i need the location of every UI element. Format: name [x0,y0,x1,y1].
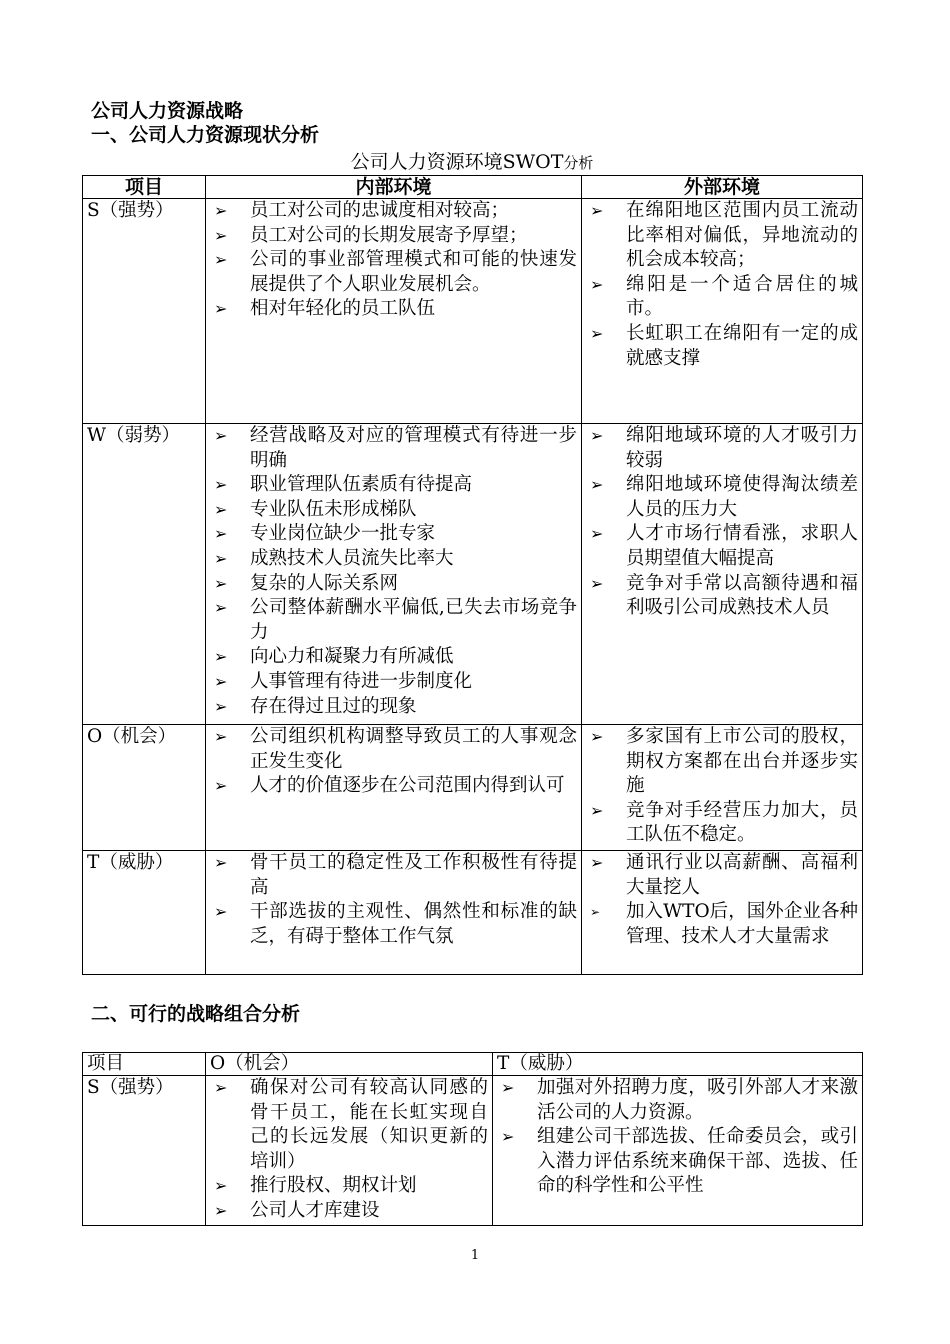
list-item [210,224,577,249]
list-item [210,547,577,572]
list-item-text: 多家国有上市公司的股权，期权方案都在出台并逐步实施 [626,726,858,797]
swot-row-threats [83,851,863,975]
strategy-row-strengths [83,1076,863,1226]
internal-list [210,424,577,719]
internal-list [210,199,577,322]
arrow-bullet-icon: ➢ [214,647,228,667]
swot-row-opportunities [83,725,863,851]
internal-cell [206,424,582,725]
list-item [586,473,858,522]
list-item-text: 干部选拔的主观性、偶然性和标准的缺乏，有碍于整体工作气氛 [250,901,577,947]
external-list [586,725,858,848]
list-item-text: 专业岗位缺少一批专家 [250,523,436,545]
table1-caption-main: 公司人力资源环境SWOT [350,151,564,173]
table1-caption-small: 分析 [563,154,594,172]
list-item [210,297,577,322]
row-label: S（强势） [83,1076,206,1226]
internal-cell [206,851,582,975]
list-item [497,1125,858,1199]
internal-cell [206,199,582,424]
strategy-header-item: 项目 [83,1053,206,1076]
arrow-bullet-icon: ➢ [590,201,604,220]
list-item [586,273,858,322]
external-cell [582,424,863,725]
internal-cell [206,725,582,851]
list-item [210,1076,488,1174]
arrow-bullet-icon: ➢ [501,1127,515,1147]
list-item [210,725,577,774]
list-item-text: 确保对公司有较高认同感的骨干员工，能在长虹实现自己的长远发展（知识更新的培训） [250,1077,488,1172]
list-item-text: 公司整体薪酬水平偏低,已失去市场竞争力 [250,597,577,643]
list-item-text: 骨干员工的稳定性及工作积极性有待提高 [250,852,577,898]
arrow-bullet-icon: ➢ [214,548,228,568]
external-cell [582,725,863,851]
list-item-text: 推行股权、期权计划 [250,1175,417,1197]
list-item-text: 职业管理队伍素质有待提高 [250,474,473,496]
arrow-bullet-icon: ➢ [214,524,228,544]
strategy-header-row [83,1053,863,1076]
swot-header-internal: 内部环境 [206,176,582,199]
list-item-text: 通讯行业以高薪酬、高福利大量挖人 [626,852,858,898]
list-item-text: 人才市场行情看涨，求职人员期望值大幅提高 [626,523,858,569]
list-item-text: 公司人才库建设 [250,1199,380,1221]
arrow-bullet-icon: ➢ [590,524,604,544]
strategy-header-opportunity: O（机会） [206,1053,493,1076]
external-list [586,199,858,371]
arrow-bullet-icon: ➢ [214,1200,228,1220]
list-item [210,498,577,523]
strategy-table [82,1052,863,1226]
list-item [210,851,577,900]
list-item [210,572,577,597]
list-item [586,199,858,273]
row-label: T（威胁） [83,851,206,975]
strategy-header-threat: T（威胁） [493,1053,863,1076]
list-item-text: 人才的价值逐步在公司范围内得到认可 [250,775,565,797]
arrow-bullet-icon: ➢ [501,1078,515,1097]
swot-row-weaknesses [83,424,863,725]
section-heading-2: 二、可行的战略组合分析 [91,1003,301,1025]
list-item-text: 绵阳是一个适合居住的城市。 [626,273,858,320]
arrow-bullet-icon: ➢ [214,573,228,593]
arrow-bullet-icon: ➢ [214,1078,228,1097]
arrow-bullet-icon: ➢ [590,426,604,445]
list-item [210,522,577,547]
document-title: 公司人力资源战略 [91,100,244,122]
list-item-text: 专业队伍未形成梯队 [250,498,417,520]
list-item-text: 竞争对手经营压力加大，员工队伍不稳定。 [626,799,858,846]
list-item-text: 员工对公司的长期发展寄予厚望； [250,224,528,246]
arrow-bullet-icon: ➢ [214,671,228,691]
swot-table [82,175,863,975]
list-item [586,522,858,571]
list-item-text: 绵阳地域环境的人才吸引力较弱 [626,425,858,471]
list-item [210,248,577,297]
external-cell [582,851,863,975]
internal-list [210,725,577,799]
list-item-text: 在绵阳地区范围内员工流动比率相对偏低，异地流动的机会成本较高； [626,200,858,271]
external-cell [582,199,863,424]
list-item [586,900,858,949]
arrow-bullet-icon: ➢ [214,225,228,245]
external-list [586,851,858,949]
list-item [586,572,858,621]
list-item-text: 长虹职工在绵阳有一定的成就感支撑 [626,322,858,369]
arrow-bullet-icon: ➢ [214,475,228,495]
swot-header-item: 项目 [83,176,206,199]
threat-cell [493,1076,863,1226]
opportunity-cell [206,1076,493,1226]
list-item-text: 竞争对手常以高额待遇和福利吸引公司成熟技术人员 [626,572,858,619]
threat-list [497,1076,858,1199]
list-item-text: 加入WTO后，国外企业各种管理、技术人才大量需求 [626,901,858,947]
list-item [210,596,577,645]
list-item-text: 复杂的人际关系网 [250,572,399,594]
list-item [210,424,577,473]
list-item [210,1199,488,1224]
list-item-text: 公司组织机构调整导致员工的人事观念正发生变化 [250,726,577,772]
list-item-text: 加强对外招聘力度，吸引外部人才来激活公司的人力资源。 [537,1077,858,1123]
arrow-bullet-icon: ➢ [590,905,601,920]
list-item [210,670,577,695]
arrow-bullet-icon: ➢ [214,201,228,220]
list-item-text: 公司的事业部管理模式和可能的快速发展提供了个人职业发展机会。 [250,249,577,295]
arrow-bullet-icon: ➢ [214,902,228,922]
list-item [586,725,858,799]
list-item [210,199,577,224]
row-label: S（强势） [83,199,206,424]
list-item-text: 成熟技术人员流失比率大 [250,547,454,569]
arrow-bullet-icon: ➢ [214,1176,228,1196]
list-item [210,473,577,498]
arrow-bullet-icon: ➢ [590,727,604,746]
arrow-bullet-icon: ➢ [214,598,228,618]
list-item [586,424,858,473]
list-item [210,774,577,799]
page-number: 1 [470,1248,480,1263]
list-item [586,851,858,900]
arrow-bullet-icon: ➢ [590,323,604,343]
arrow-bullet-icon: ➢ [214,853,228,872]
swot-header-external: 外部环境 [582,176,863,199]
arrow-bullet-icon: ➢ [590,475,604,495]
list-item-text: 组建公司干部选拔、任命委员会，或引入潜力评估系统来确保干部、选拔、任命的科学性和公平性 [537,1126,858,1197]
list-item [497,1076,858,1125]
list-item [210,645,577,670]
arrow-bullet-icon: ➢ [590,573,604,593]
row-label: O（机会） [83,725,206,851]
arrow-bullet-icon: ➢ [214,299,228,319]
arrow-bullet-icon: ➢ [590,853,604,872]
row-label: W（弱势） [83,424,206,725]
list-item-text: 存在得过且过的现象 [250,695,417,717]
swot-header-row [83,176,863,199]
list-item-text: 绵阳地域环境使得淘汰绩差人员的压力大 [626,474,858,520]
list-item [210,1174,488,1199]
opportunity-list [210,1076,488,1224]
arrow-bullet-icon: ➢ [214,727,228,746]
list-item-text: 向心力和凝聚力有所减低 [250,646,454,668]
arrow-bullet-icon: ➢ [590,274,604,294]
list-item [586,799,858,848]
section-heading-1: 一、公司人力资源现状分析 [91,124,320,146]
list-item [586,322,858,371]
table1-caption [82,151,862,174]
list-item-text: 经营战略及对应的管理模式有待进一步明确 [250,425,577,471]
arrow-bullet-icon: ➢ [214,696,228,716]
arrow-bullet-icon: ➢ [214,776,228,796]
list-item-text: 相对年轻化的员工队伍 [250,298,436,320]
list-item-text: 人事管理有待进一步制度化 [250,670,473,692]
swot-row-strengths [83,199,863,424]
internal-list [210,851,577,949]
arrow-bullet-icon: ➢ [590,800,604,820]
arrow-bullet-icon: ➢ [214,499,228,519]
external-list [586,424,858,621]
list-item [210,900,577,949]
arrow-bullet-icon: ➢ [214,426,228,445]
list-item [210,695,577,720]
arrow-bullet-icon: ➢ [214,250,228,270]
list-item-text: 员工对公司的忠诚度相对较高； [250,200,510,221]
